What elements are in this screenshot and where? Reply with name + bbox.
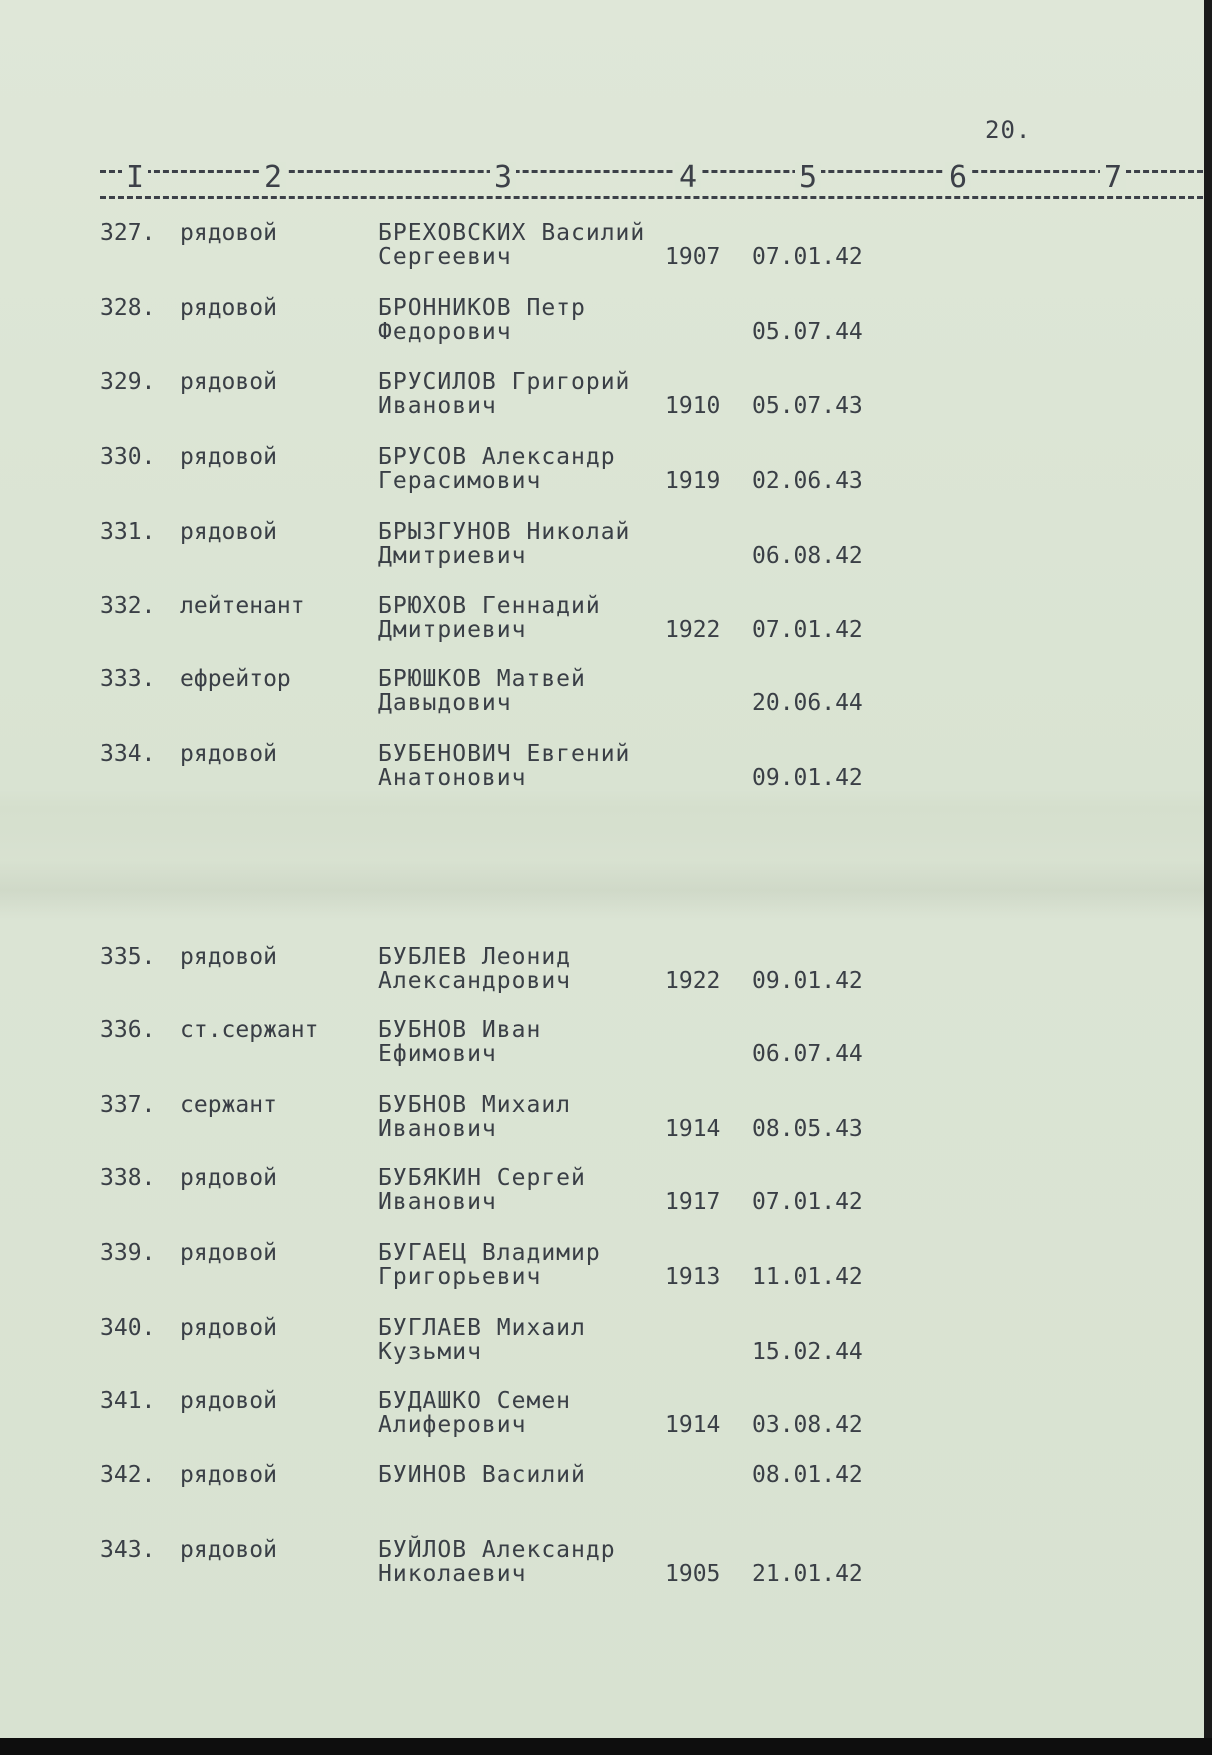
- table-row: [0, 944, 1212, 1004]
- row-surname-name: БРУСОВ Александр: [378, 444, 616, 470]
- row-surname-name: БУГЛАЕВ Михаил: [378, 1315, 586, 1341]
- row-number: 335.: [100, 944, 156, 970]
- row-birth-year: 1914: [665, 1116, 721, 1142]
- table-row: [0, 444, 1212, 504]
- row-number: 337.: [100, 1092, 156, 1118]
- paper-fold: [0, 860, 1212, 920]
- row-number: 332.: [100, 593, 156, 619]
- row-date: 07.01.42: [752, 1189, 863, 1215]
- table-row: [0, 1388, 1212, 1448]
- row-birth-year: 1922: [665, 617, 721, 643]
- row-rank: рядовой: [180, 295, 277, 321]
- row-number: 339.: [100, 1240, 156, 1266]
- row-surname-name: БРЕХОВСКИХ Василий: [378, 220, 646, 246]
- row-surname-name: БУБЕНОВИЧ Евгений: [378, 741, 631, 767]
- row-birth-year: 1914: [665, 1412, 721, 1438]
- table-row: [0, 1240, 1212, 1300]
- table-row: [0, 295, 1212, 355]
- row-date: 20.06.44: [752, 690, 863, 716]
- row-number: 342.: [100, 1462, 156, 1488]
- row-rank: рядовой: [180, 1165, 277, 1191]
- table-row: [0, 1315, 1212, 1375]
- table-row: [0, 220, 1212, 280]
- row-date: 03.08.42: [752, 1412, 863, 1438]
- row-number: 341.: [100, 1388, 156, 1414]
- row-rank: рядовой: [180, 1240, 277, 1266]
- row-date: 06.07.44: [752, 1041, 863, 1067]
- row-surname-name: БУБЛЕВ Леонид: [378, 944, 572, 970]
- row-surname-name: БРЫЗГУНОВ Николай: [378, 519, 631, 545]
- row-date: 06.08.42: [752, 543, 863, 569]
- table-row: [0, 1092, 1212, 1152]
- row-date: 09.01.42: [752, 765, 863, 791]
- row-surname-name: БУДАШКО Семен: [378, 1388, 572, 1414]
- row-date: 11.01.42: [752, 1264, 863, 1290]
- row-rank: рядовой: [180, 1388, 277, 1414]
- row-number: 327.: [100, 220, 156, 246]
- column-number-1: I: [122, 162, 148, 194]
- row-surname-name: БРЮХОВ Геннадий: [378, 593, 601, 619]
- row-number: 340.: [100, 1315, 156, 1341]
- row-birth-year: 1905: [665, 1561, 721, 1587]
- row-rank: рядовой: [180, 1537, 277, 1563]
- row-surname-name: БУБЯКИН Сергей: [378, 1165, 586, 1191]
- row-rank: рядовой: [180, 1462, 277, 1488]
- row-number: 330.: [100, 444, 156, 470]
- column-number-6: 6: [945, 162, 971, 194]
- row-rank: рядовой: [180, 1315, 277, 1341]
- row-surname-name: БРУСИЛОВ Григорий: [378, 369, 631, 395]
- row-rank: рядовой: [180, 741, 277, 767]
- row-patronymic: Ефимович: [378, 1041, 497, 1067]
- row-date: 15.02.44: [752, 1339, 863, 1365]
- row-patronymic: Федорович: [378, 319, 512, 345]
- row-rank: ефрейтор: [180, 666, 291, 692]
- row-surname-name: БУБНОВ Иван: [378, 1017, 542, 1043]
- row-date: 02.06.43: [752, 468, 863, 494]
- row-number: 329.: [100, 369, 156, 395]
- table-row: [0, 369, 1212, 429]
- row-birth-year: 1910: [665, 393, 721, 419]
- row-birth-year: 1913: [665, 1264, 721, 1290]
- row-birth-year: 1919: [665, 468, 721, 494]
- row-number: 328.: [100, 295, 156, 321]
- row-rank: рядовой: [180, 220, 277, 246]
- scan-edge-bottom: [0, 1738, 1212, 1755]
- row-patronymic: Иванович: [378, 393, 497, 419]
- row-date: 07.01.42: [752, 617, 863, 643]
- column-number-4: 4: [675, 162, 701, 194]
- table-row: [0, 666, 1212, 726]
- row-date: 09.01.42: [752, 968, 863, 994]
- row-rank: рядовой: [180, 519, 277, 545]
- table-row: [0, 1017, 1212, 1077]
- table-row: [0, 1537, 1212, 1597]
- row-patronymic: Сергеевич: [378, 244, 512, 270]
- row-patronymic: Анатонович: [378, 765, 527, 791]
- row-surname-name: БУИНОВ Василий: [378, 1462, 586, 1488]
- row-patronymic: Давыдович: [378, 690, 512, 716]
- row-patronymic: Иванович: [378, 1116, 497, 1142]
- row-patronymic: Александрович: [378, 968, 572, 994]
- row-surname-name: БУЙЛОВ Александр: [378, 1537, 616, 1563]
- row-date: 08.01.42: [752, 1462, 863, 1488]
- row-patronymic: Дмитриевич: [378, 543, 527, 569]
- row-date: 05.07.43: [752, 393, 863, 419]
- row-surname-name: БУБНОВ Михаил: [378, 1092, 572, 1118]
- row-birth-year: 1917: [665, 1189, 721, 1215]
- table-row: [0, 741, 1212, 801]
- row-rank: рядовой: [180, 944, 277, 970]
- row-number: 333.: [100, 666, 156, 692]
- scan-edge-right: [1204, 0, 1212, 1755]
- column-number-5: 5: [795, 162, 821, 194]
- row-patronymic: Григорьевич: [378, 1264, 542, 1290]
- row-number: 334.: [100, 741, 156, 767]
- row-number: 343.: [100, 1537, 156, 1563]
- row-rank: сержант: [180, 1092, 277, 1118]
- table-row: [0, 519, 1212, 579]
- table-row: [0, 1165, 1212, 1225]
- row-number: 336.: [100, 1017, 156, 1043]
- page-number: 20.: [985, 116, 1032, 144]
- row-surname-name: БУГАЕЦ Владимир: [378, 1240, 601, 1266]
- row-rank: ст.сержант: [180, 1017, 319, 1043]
- row-date: 05.07.44: [752, 319, 863, 345]
- row-number: 338.: [100, 1165, 156, 1191]
- row-number: 331.: [100, 519, 156, 545]
- row-patronymic: Кузьмич: [378, 1339, 482, 1365]
- row-date: 07.01.42: [752, 244, 863, 270]
- row-patronymic: Алиферович: [378, 1412, 527, 1438]
- row-surname-name: БРОННИКОВ Петр: [378, 295, 586, 321]
- row-birth-year: 1922: [665, 968, 721, 994]
- table-row: [0, 1462, 1212, 1522]
- row-patronymic: Иванович: [378, 1189, 497, 1215]
- column-number-2: 2: [260, 162, 286, 194]
- column-number-7: 7: [1100, 162, 1126, 194]
- row-rank: рядовой: [180, 444, 277, 470]
- row-rank: лейтенант: [180, 593, 305, 619]
- column-number-3: 3: [490, 162, 516, 194]
- row-patronymic: Николаевич: [378, 1561, 527, 1587]
- row-birth-year: 1907: [665, 244, 721, 270]
- table-row: [0, 593, 1212, 653]
- header-rule-bottom: [100, 196, 1212, 199]
- row-surname-name: БРЮШКОВ Матвей: [378, 666, 586, 692]
- row-patronymic: Дмитриевич: [378, 617, 527, 643]
- row-rank: рядовой: [180, 369, 277, 395]
- row-date: 21.01.42: [752, 1561, 863, 1587]
- row-patronymic: Герасимович: [378, 468, 542, 494]
- row-date: 08.05.43: [752, 1116, 863, 1142]
